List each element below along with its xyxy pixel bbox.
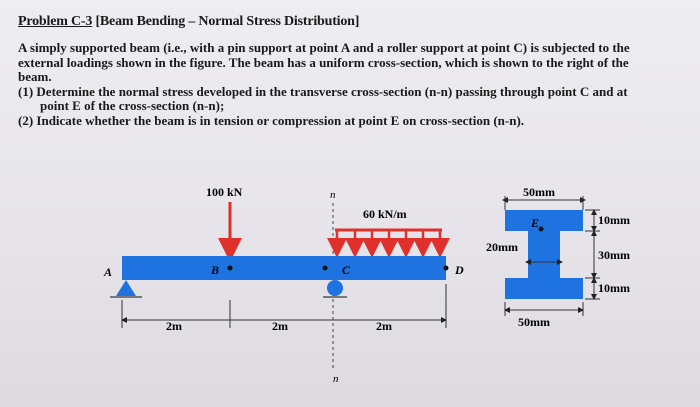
roller-support xyxy=(327,280,343,296)
point-b-marker xyxy=(228,266,233,271)
bottom-flange xyxy=(505,278,583,299)
problem-topic: [Beam Bending – Normal Stress Distribution] xyxy=(95,14,360,29)
point-d-marker xyxy=(444,266,449,271)
statement-line: beam. xyxy=(18,69,52,84)
bottom-flange-width-label: 50mm xyxy=(518,315,550,329)
point-e-label: E xyxy=(531,216,540,230)
problem-number: Problem C-3 xyxy=(18,14,93,29)
point-c-marker xyxy=(323,266,328,271)
statement-line: external loadings shown in the figure. The beam has a uniform cross-section, which is shown to the right of the xyxy=(18,54,629,70)
question-2: (2) Indicate whether the beam is in tension or compression at point E on cross-section (n-n). xyxy=(18,112,525,128)
top-flange-thickness-label: 10mm xyxy=(598,213,630,227)
point-load-label: 100 kN xyxy=(206,185,243,199)
span-ab-label: 2m xyxy=(166,319,182,333)
point-d-label: D xyxy=(455,263,464,277)
top-flange xyxy=(505,210,583,231)
cross-section xyxy=(505,196,600,316)
distributed-load-label: 60 kN/m xyxy=(363,207,407,221)
point-a-label: A xyxy=(104,265,113,279)
statement-line: A simply supported beam (i.e., with a pin support at point A and a roller support at point C) is subjected to the xyxy=(18,40,630,55)
web-thickness-label: 20mm xyxy=(486,240,518,254)
web-height-label: 30mm xyxy=(598,248,630,262)
bottom-flange-thickness-label: 10mm xyxy=(598,281,630,295)
span-cd-label: 2m xyxy=(376,319,392,333)
section-mark-bottom: n xyxy=(333,373,339,385)
span-bc-label: 2m xyxy=(272,319,288,333)
point-c-label: C xyxy=(342,263,351,277)
section-mark-top: n xyxy=(330,189,336,201)
web xyxy=(528,231,560,278)
question-1: (1) Determine the normal stress developed in the transverse cross-section (n-n) passing through point C and at xyxy=(18,83,628,99)
question-1-continued: point E of the cross-section (n-n); xyxy=(40,98,225,113)
pin-support xyxy=(116,280,136,296)
point-b-label: B xyxy=(211,263,220,277)
distributed-load-arrows xyxy=(337,230,440,248)
beam xyxy=(122,256,446,280)
flange-width-label: 50mm xyxy=(523,185,555,199)
point-e-marker xyxy=(539,227,544,232)
